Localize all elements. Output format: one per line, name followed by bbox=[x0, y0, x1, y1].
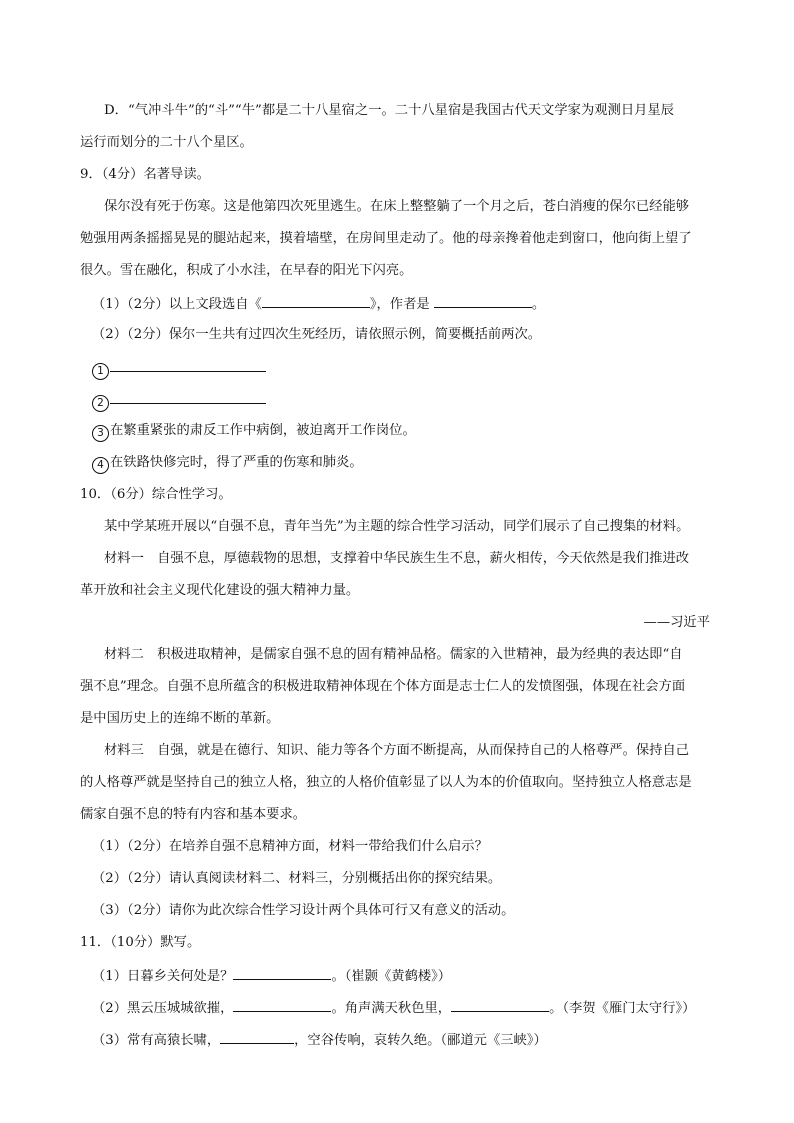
q10-material2-line3: 是中国历史上的连绵不断的革新。 bbox=[80, 711, 280, 726]
q10-material1-line2: 革开放和社会主义现代化建设的强大精神力量。 bbox=[80, 583, 360, 598]
q9-passage-line1: 保尔没有死于伤寒。这是他第四次死里逃生。在床上整整躺了一个月之后，苍白消瘦的保尔已经能够 bbox=[104, 199, 690, 214]
item-2-blank[interactable] bbox=[110, 389, 266, 404]
q10-material3-line3: 儒家自强不息的特有内容和基本要求。 bbox=[80, 807, 307, 822]
q9-item-4-text: 在铁路快修完时，得了严重的伤寒和肺炎。 bbox=[110, 455, 363, 470]
q10-attribution: ——习近平 bbox=[643, 615, 710, 630]
circled-number-icon: 1 bbox=[92, 363, 109, 380]
dictation-blank-1[interactable] bbox=[233, 965, 331, 980]
dictation-blank-4[interactable] bbox=[220, 1029, 294, 1044]
dictation-blank-3[interactable] bbox=[451, 997, 549, 1012]
item-1-blank[interactable] bbox=[110, 357, 266, 372]
q10-material1-line1: 材料一 自强不息，厚德载物的思想，支撑着中华民族生生不息，薪火相传，今天依然是我们推进改 bbox=[104, 551, 690, 566]
q10-sub2: （2）（2分）请认真阅读材料二、材料三，分别概括出你的探究结果。 bbox=[92, 871, 502, 886]
author-blank[interactable] bbox=[434, 293, 532, 308]
q10-header: 10．（6分）综合性学习。 bbox=[80, 487, 232, 502]
q11-line1-after: 。（崔颢《黄鹤楼》） bbox=[331, 969, 452, 984]
q9-item-3 bbox=[92, 421, 416, 442]
q9-item-2 bbox=[92, 389, 266, 412]
option-d-line2: 运行而划分的二十八个星区。 bbox=[80, 135, 253, 150]
q10-material2-line2: 强不息”理念。自强不息所蕴含的积极进取精神体现在个体方面是志士仁人的发愤图强，体现在社会方面 bbox=[80, 679, 686, 694]
q11-line2-before: （2）黑云压城城欲摧， bbox=[92, 1001, 234, 1016]
book-title-blank[interactable] bbox=[262, 293, 370, 308]
q9-header: 9．（4分）名著导读。 bbox=[80, 167, 210, 182]
q9-sub1-before: （1）（2分）以上文段选自《 bbox=[92, 297, 262, 312]
q11-line2 bbox=[92, 997, 695, 1019]
q11-line3 bbox=[92, 1029, 547, 1051]
q11-line1-before: （1）日暮乡关何处是？ bbox=[92, 969, 234, 984]
circled-number-icon: 4 bbox=[92, 457, 109, 474]
circled-number-icon: 2 bbox=[92, 395, 109, 412]
q9-sub1-middle: 》，作者是 bbox=[369, 297, 434, 312]
q10-sub1: （1）（2分）在培养自强不息精神方面，材料一带给我们什么启示？ bbox=[92, 839, 488, 854]
dictation-blank-2[interactable] bbox=[233, 997, 331, 1012]
q9-sub1 bbox=[92, 293, 545, 315]
q9-item-3-text: 在繁重紧张的肃反工作中病倒，被迫离开工作岗位。 bbox=[110, 423, 416, 438]
q10-intro: 某中学某班开展以“自强不息，青年当先”为主题的综合性学习活动，同学们展示了自己搜集的材料。 bbox=[104, 519, 690, 534]
q10-material3-line1: 材料三 自强，就是在德行、知识、能力等各个方面不断提高，从而保持自己的人格尊严。保持自己 bbox=[104, 743, 690, 758]
q9-sub2: （2）（2分）保尔一生共有过四次生死经历，请依照示例，简要概括前两次。 bbox=[92, 327, 542, 342]
q10-material3-line2: 的人格尊严就是坚持自己的独立人格，独立的人格价值彰显了以人为本的价值取向。坚持独立人格意志是 bbox=[80, 775, 692, 790]
q11-line2-after: 。（李贺《雁门太守行》） bbox=[549, 1001, 696, 1016]
q9-item-1 bbox=[92, 357, 266, 380]
q11-line2-middle: 。角声满天秋色里， bbox=[331, 1001, 452, 1016]
q11-line3-after: ，空谷传响，哀转久绝。（郦道元《三峡》） bbox=[294, 1033, 547, 1048]
q9-passage-line3: 很久。雪在融化，积成了小水洼，在早春的阳光下闪亮。 bbox=[80, 263, 413, 278]
q9-sub1-after: 。 bbox=[531, 297, 546, 312]
q11-line3-before: （3）常有高猿长啸， bbox=[92, 1033, 221, 1048]
q11-header: 11．（10分）默写。 bbox=[80, 935, 201, 950]
q10-material2-line1: 材料二 积极进取精神，是儒家自强不息的固有精神品格。儒家的入世精神，最为经典的表达即“自 bbox=[104, 647, 683, 662]
option-d-line1: D．“气冲斗牛”的“斗”“牛”都是二十八星宿之一。二十八星宿是我国古代天文学家为观测日月星辰 bbox=[104, 103, 675, 118]
q10-sub3: （3）（2分）请你为此次综合性学习设计两个具体可行又有意义的活动。 bbox=[92, 903, 515, 918]
q9-passage-line2: 勉强用两条摇摇晃晃的腿站起来，摸着墙壁，在房间里走动了。他的母亲搀着他走到窗口，他向街上望了 bbox=[80, 231, 692, 246]
q11-line1 bbox=[92, 965, 451, 987]
q9-item-4 bbox=[92, 453, 363, 474]
circled-number-icon: 3 bbox=[92, 425, 109, 442]
